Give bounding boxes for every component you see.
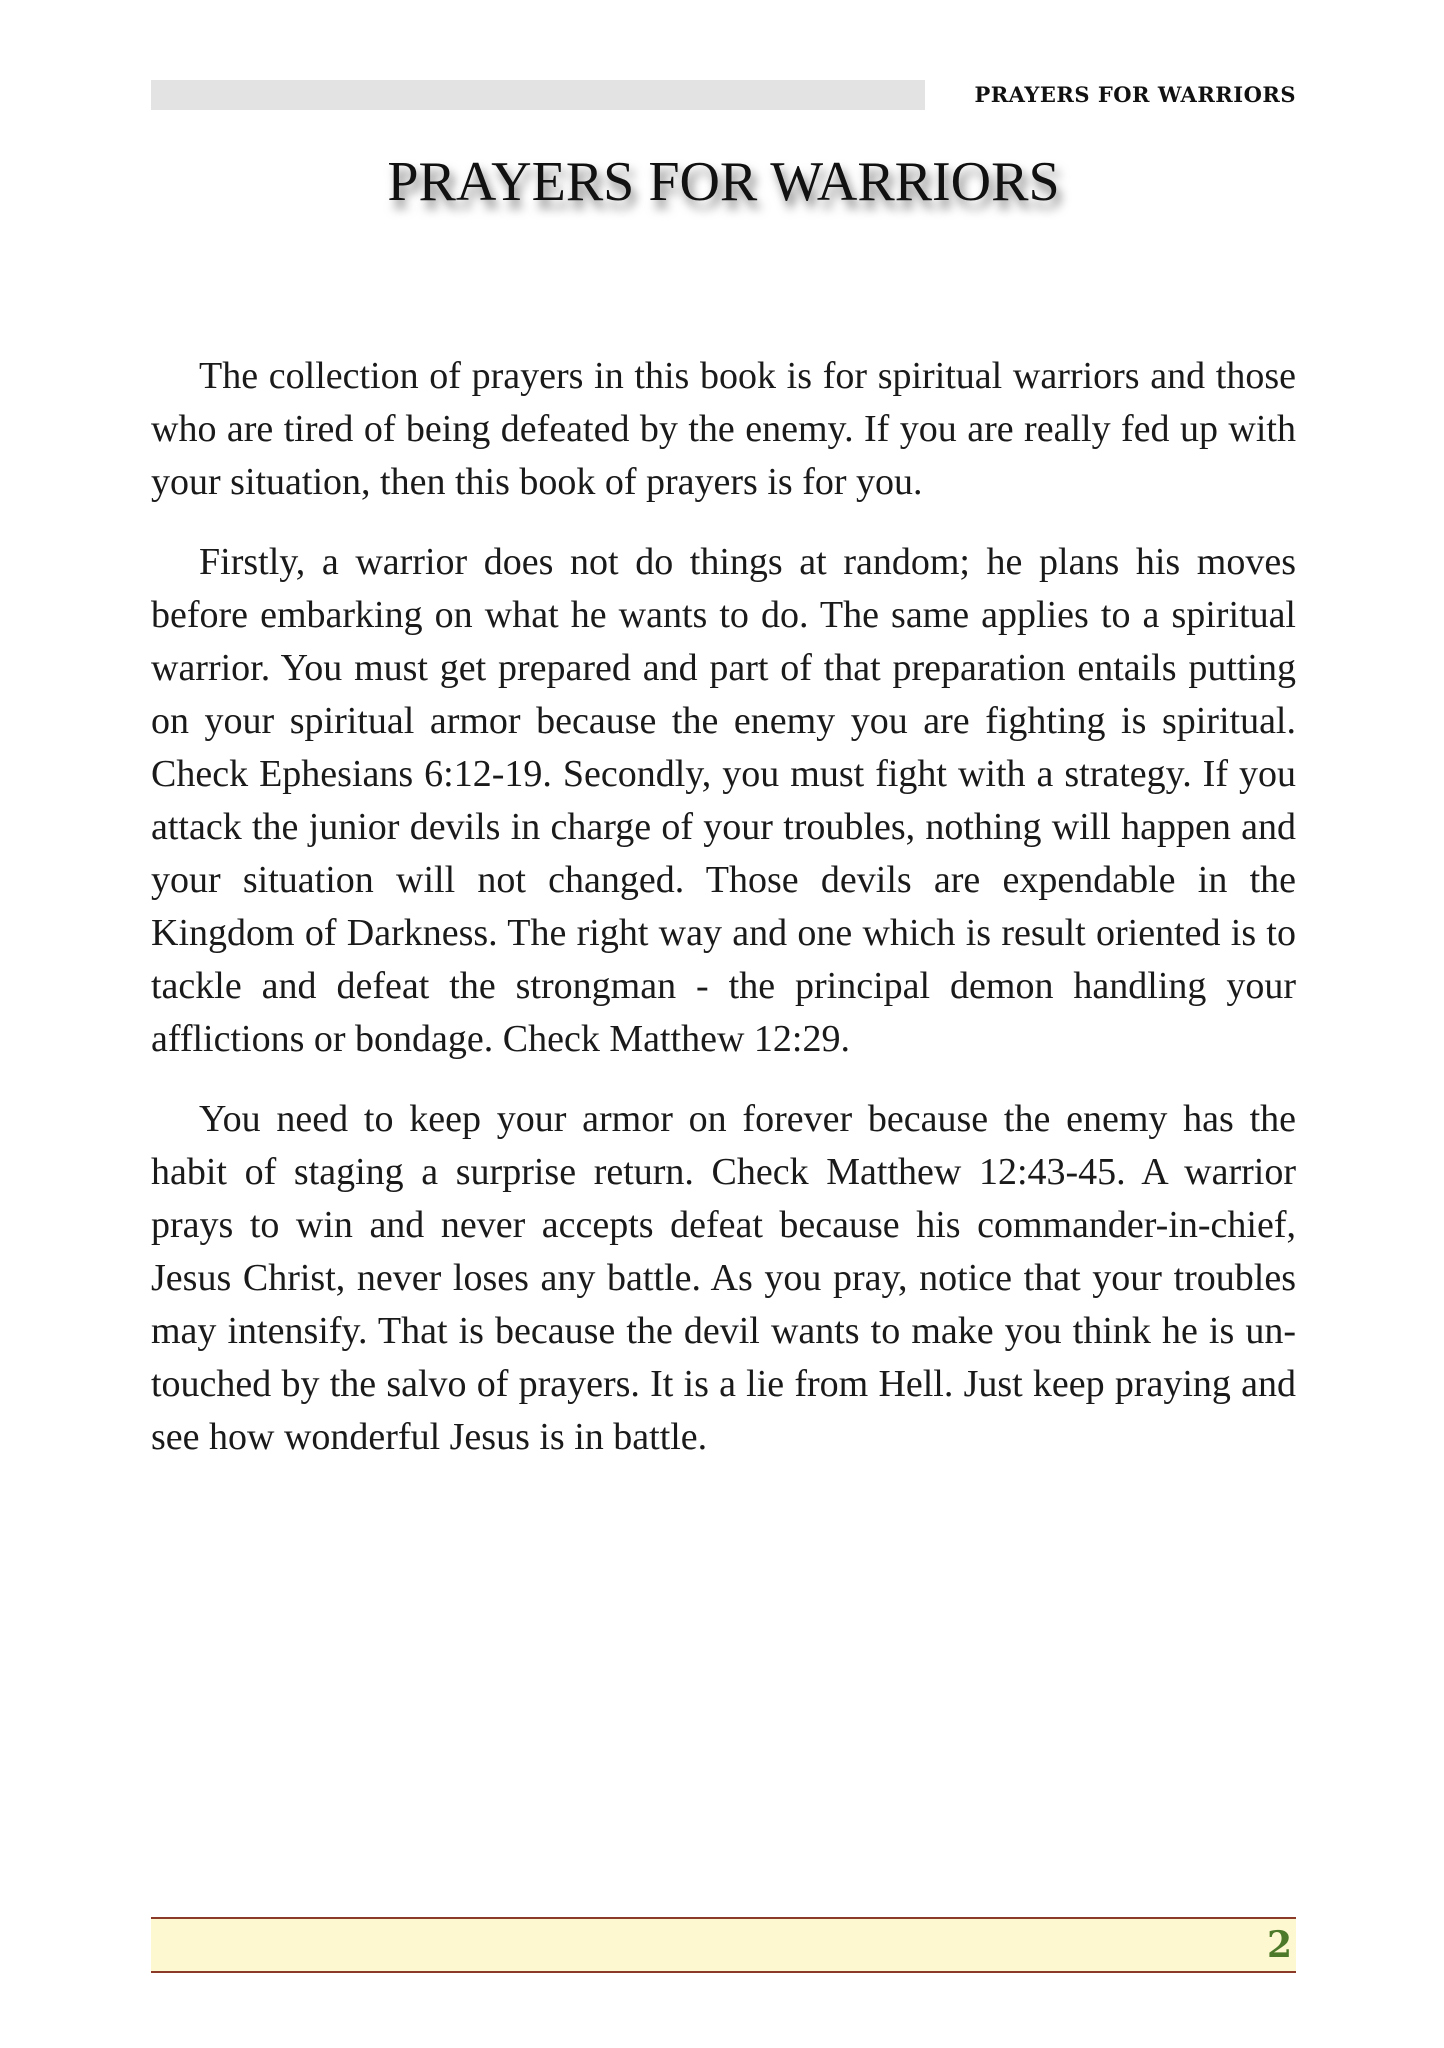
page-number: 2 xyxy=(1266,1924,1292,1966)
page-footer xyxy=(151,1917,1296,1973)
running-header xyxy=(151,80,1296,110)
page-title: PRAYERS FOR WARRIORS xyxy=(387,151,1060,213)
paragraph-2: Firstly, a warrior does not do things at random; he plans his moves before embarking on what he wants to do. The same applies to a spiritual warrior. You must get prepared and part of that preparation entails putting on your spiritual armor because the enemy you are fighting is spiritual. Check Ephesians 6:12-19. Secondly, you must fight with a strategy. If you attack the junior devils in charge of your troubles, nothing will happen and your situation will not changed. Those devils are expendable in the Kingdom of Darkness. The right way and one which is result oriented is to tackle and defeat the strongman - the principal demon handling your afflictions or bondage. Check Matthew 12:29. xyxy=(151,541,1296,1060)
running-title: PRAYERS FOR WARRIORS xyxy=(974,82,1296,107)
paragraph-1: The collection of prayers in this book is for spiritual warriors and those who are tired of being defeated by the enemy. If you are really fed up with your situation, then this book of prayers is for you. xyxy=(151,355,1296,503)
body-text xyxy=(151,350,1296,1491)
header-bar xyxy=(151,80,925,110)
paragraph-3: You need to keep your armor on forever because the enemy has the habit of staging a surprise return. Check Matthew 12:43-45. A warrior prays to win and never accepts defeat because his commander-in-chief, Jesus Christ, never loses any battle. As you pray, notice that your troubles may intensify. That is because the devil wants to make you think he is untouched by the salvo of prayers. It is a lie from Hell. Just keep praying and see how wonderful Jesus is in battle. xyxy=(151,1098,1296,1458)
